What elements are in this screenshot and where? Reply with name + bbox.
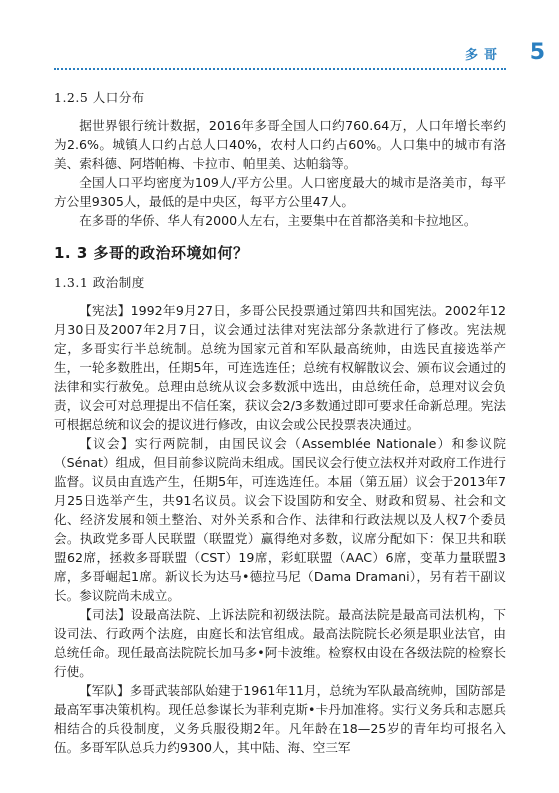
chapter-number: 5 [529,40,545,65]
paragraph-constitution: 【宪法】1992年9月27日，多哥公民投票通过第四共和国宪法。2002年12月30日及2007年2月7日，议会通过法律对宪法部分条款进行了修改。宪法规定，多哥实行半总统制。总统为国家元首和军队最高统帅，由选民直接选举产生，一轮多数胜出，任期5年，可连选连任；总统有权解散议会、颁布议会通过的法律和实行赦免。总理由总统从议会多数派中选出，由总统任命，总理对议会负责，议会可对总理提出不信任案，获议会2/3多数通过即可要求任命新总理。宪法可根据总统和议会的提议进行修改，由议会或公民投票表决通过。 [54,303,506,432]
paragraph: 据世界银行统计数据，2016年多哥全国人口约760.64万，人口年增长率约为2.6%。城镇人口约占总人口40%，农村人口约占60%。人口集中的城市有洛美、索科德、阿塔帕梅、卡拉市、帕里美、达帕翁等。 [54,118,506,171]
section-heading-1-3: 1. 3 多哥的政治环境如何？ [54,244,249,262]
paragraph: 在多哥的华侨、华人有2000人左右，主要集中在首都洛美和卡拉地区。 [79,213,477,228]
running-header-title: 多哥 [464,48,503,63]
section-heading-1-3-1: 1.3.1 政治制度 [54,275,145,290]
section-heading-1-2-5: 1.2.5 人口分布 [54,90,145,105]
page-body [54,80,506,757]
paragraph-parliament: 【议会】实行两院制，由国民议会（Assemblée Nationale）和参议院（Sénat）组成，但目前参议院尚未组成。国民议会行使立法权并对政府工作进行监督。议员由直选产生，任期5年，可连选连任。本届（第五届）议会于2013年7月25日选举产生，共91名议员。议会下设国防和安全、财政和贸易、社会和文化、经济发展和领土整治、对外关系和合作、法律和行政法规以及人权7个委员会。执政党多哥人民联盟（联盟党）赢得绝对多数，议席分配如下：保卫共和联盟62席，拯救多哥联盟（CST）19席，彩虹联盟（AAC）6席，变革力量联盟3席，多哥崛起1席。新议长为达马•德拉马尼（Dama Dramani），另有若干副议长。参议院尚未成立。 [54,436,506,603]
header-divider [54,68,506,70]
paragraph: 全国人口平均密度为109人/平方公里。人口密度最大的城市是洛美市，每平方公里9305人，最低的是中央区，每平方公里47人。 [54,175,506,209]
paragraph-judiciary: 【司法】设最高法院、上诉法院和初级法院。最高法院是最高司法机构，下设司法、行政两个法庭，由庭长和法官组成。最高法院院长必须是职业法官，由总统任命。现任最高法院院长加马多•阿卡波维。检察权由设在各级法院的检察长行使。 [54,607,506,679]
paragraph-military: 【军队】多哥武装部队始建于1961年11月，总统为军队最高统帅，国防部是最高军事决策机构。现任总参谋长为菲利克斯•卡丹加准将。实行义务兵和志愿兵相结合的兵役制度，义务兵服役期2年。凡年龄在18—25岁的青年均可报名入伍。多哥军队总兵力约9300人，其中陆、海、空三军 [54,683,506,755]
